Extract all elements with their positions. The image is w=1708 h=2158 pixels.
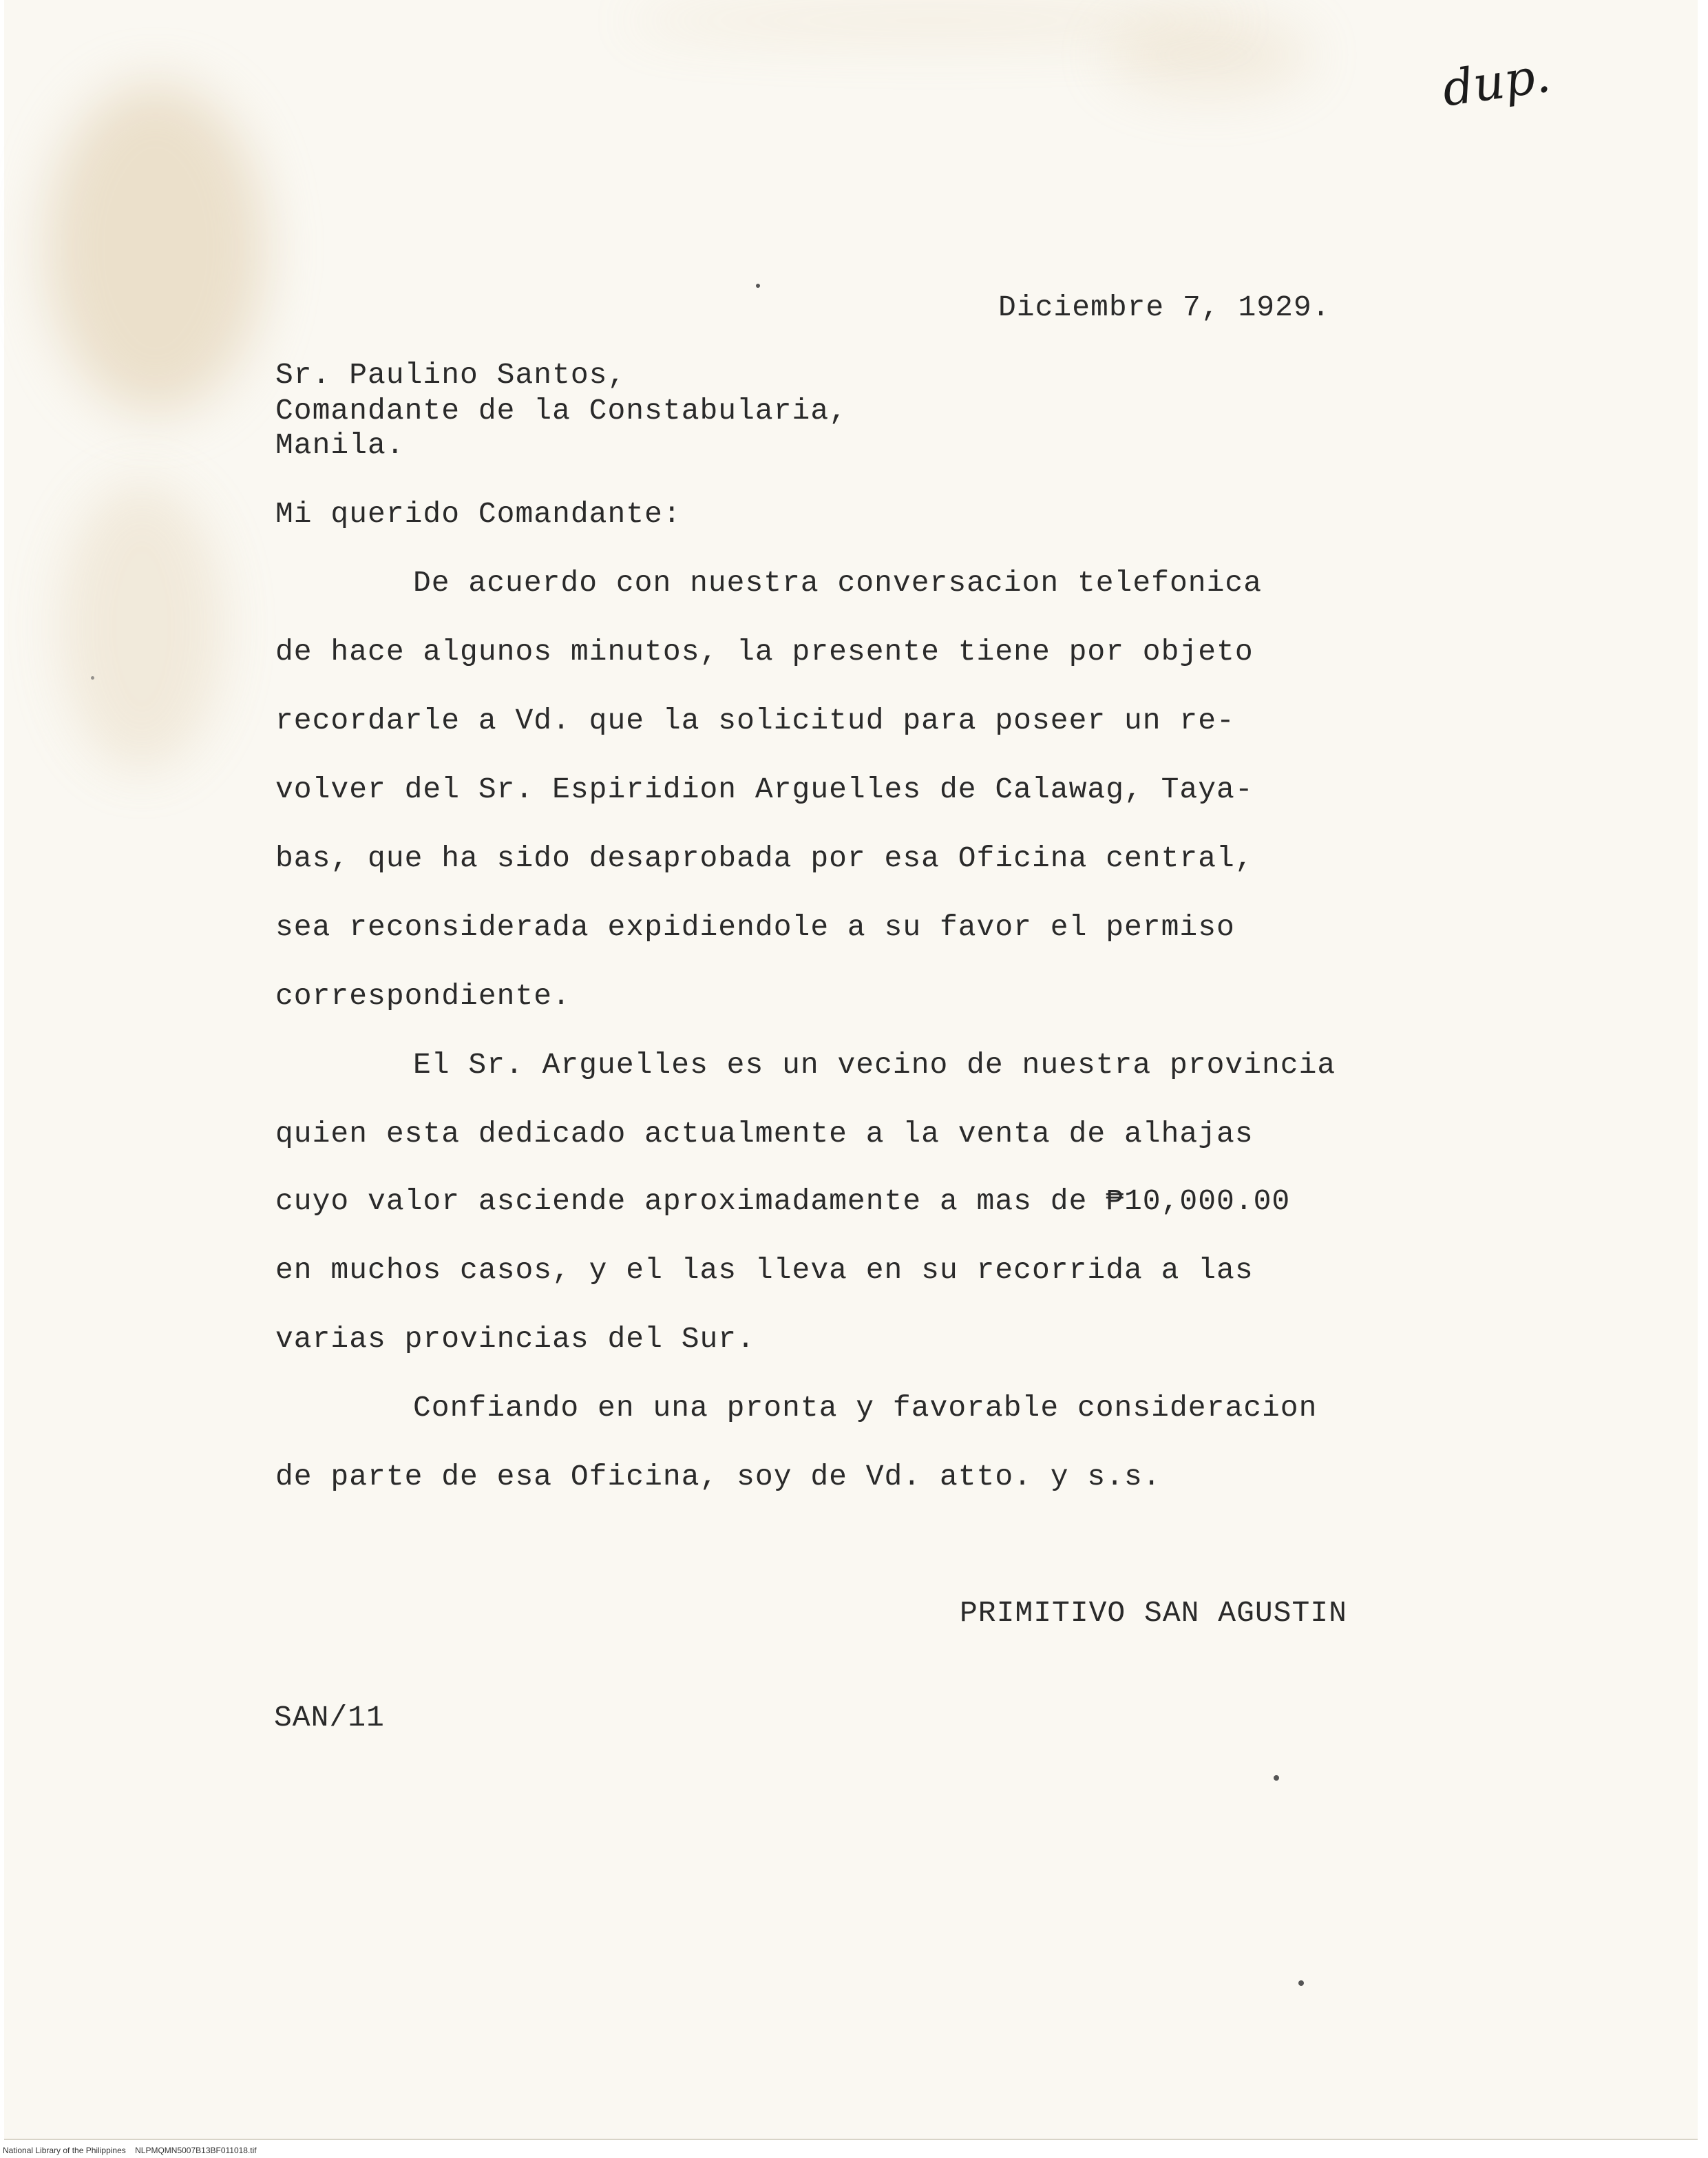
body-line: El Sr. Arguelles es un vecino de nuestra provincia [413, 1048, 1336, 1082]
age-stain [45, 83, 266, 413]
recipient-name: Sr. Paulino Santos, [275, 358, 626, 392]
body-line: recordarle a Vd. que la solicitud para poseer un re- [275, 704, 1235, 737]
body-line: volver del Sr. Espiridion Arguelles de Calawag, Taya- [275, 773, 1254, 806]
letter-date: Diciembre 7, 1929. [998, 291, 1331, 324]
body-line: Confiando en una pronta y favorable consideracion [413, 1391, 1318, 1425]
scan-footer-text: National Library of the Philippines NLPMQMN5007B13BF011018.tif [3, 2146, 257, 2155]
speck [756, 284, 760, 288]
body-line: sea reconsiderada expidiendole a su favor el permiso [275, 910, 1235, 944]
body-line: de hace algunos minutos, la presente tiene por objeto [275, 635, 1254, 669]
speck [91, 676, 94, 680]
age-stain [59, 482, 224, 771]
body-line: De acuerdo con nuestra conversacion telefonica [413, 566, 1262, 600]
speck [1298, 1980, 1304, 1986]
reference-initials: SAN/11 [274, 1701, 385, 1735]
body-line: bas, que ha sido desaprobada por esa Oficina central, [275, 841, 1254, 875]
signature-name: PRIMITIVO SAN AGUSTIN [960, 1596, 1347, 1630]
age-stain [624, 0, 1243, 41]
recipient-title: Comandante de la Constabularia, [275, 394, 847, 428]
body-line: cuyo valor asciende aproximadamente a mas de ₱10,000.00 [275, 1184, 1291, 1218]
body-line: de parte de esa Oficina, soy de Vd. atto. y s.s. [275, 1460, 1161, 1494]
handwritten-annotation: dup. [1439, 46, 1554, 118]
speck [1274, 1775, 1279, 1781]
body-line: quien esta dedicado actualmente a la venta de alhajas [275, 1117, 1254, 1151]
body-line: varias provincias del Sur. [275, 1322, 755, 1356]
body-line: en muchos casos, y el las lleva en su recorrida a las [275, 1253, 1254, 1287]
salutation: Mi querido Comandante: [275, 497, 682, 531]
recipient-city: Manila. [275, 428, 405, 462]
body-line: correspondiente. [275, 979, 571, 1013]
